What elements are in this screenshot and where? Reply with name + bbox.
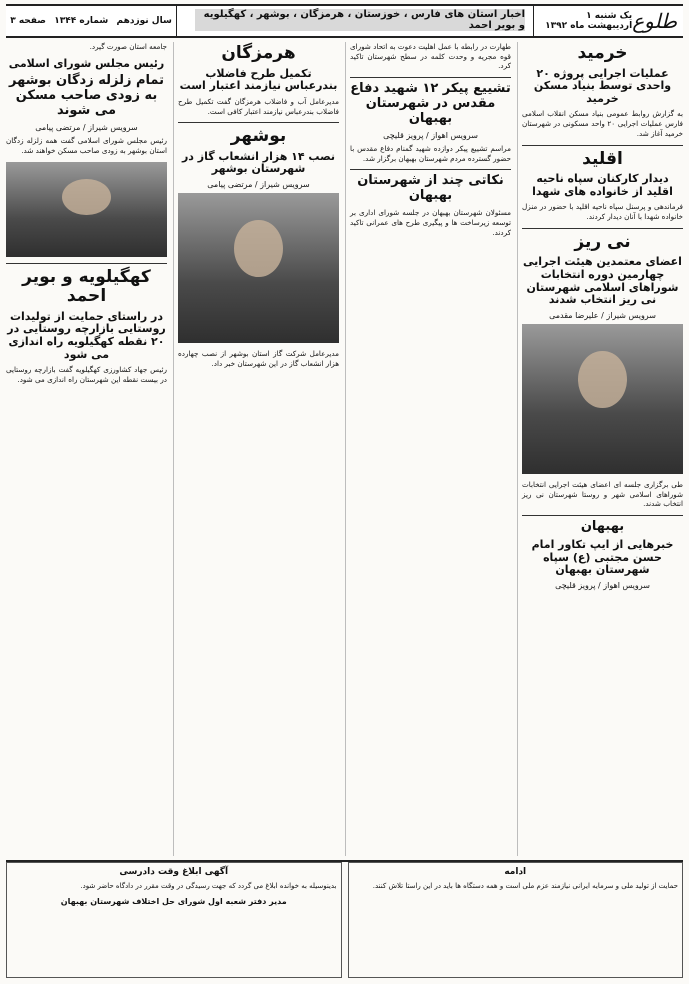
headline-behbahan-label: بهبهان	[580, 519, 625, 535]
notice-signature: مدیر دفتر شعبه اول شورای حل اختلاف شهرستان بهبهان	[60, 896, 287, 906]
headline-behbahan: خبرهایی از ایپ تکاور امام حسن مجتبی (ع) سپاه شهرستان بهبهان	[531, 538, 674, 577]
headline-kohgiluyeh: کهگیلویه و بویر احمد	[22, 266, 151, 307]
headline-earthquake: تمام زلزله زدگان بوشهر به زودی صاحب مسکن می شوند	[9, 73, 164, 119]
issue-number: شماره ۱۳۴۴	[54, 16, 109, 26]
article-body: مدیرعامل آب و فاضلاب هرمزگان گفت تکمیل طرح فاضلاب بندرعباس نیازمند اعتبار کافی است.	[178, 96, 339, 116]
byline: سرویس اهواز / پرویز قلیچی	[383, 130, 478, 140]
divider	[522, 228, 683, 229]
article-body: رئیس جهاد کشاورزی کهگیلویه گفت بازارچه روستایی در بیست نقطه این شهرستان راه اندازی می شود.	[6, 365, 167, 384]
article-body: جامعه استان صورت گیرد.	[89, 42, 167, 51]
article-body: رئیس مجلس شورای اسلامی گفت همه زلزله زدگان استان بوشهر به زودی صاحب مسکن خواهند شد.	[6, 136, 167, 155]
article-body: طهارت در رابطه با عمل اهلیت دعوت به اتحاد شورای قوه مجریه و وحدت کلمه در سطح شهرستان تاکید کرد.	[350, 42, 511, 71]
subheadline-khormid: عملیات اجرایی پروژه ۲۰ واحدی توسط بنیاد مسکن خرمید	[533, 66, 672, 105]
subheadline-eghlid: دیدار کارکنان سپاه ناحیه اقلید از خانواده های شهدا	[532, 172, 673, 198]
article-body: طی برگزاری جلسه ای اعضای هیئت اجرایی انتخابات شوراهای اسلامی شهر و روستا شهرستان نی ریز انتخاب شدند.	[522, 480, 683, 509]
subheadline-neyriz: اعضای معتمدین هیئت اجرایی چهارمین دوره انتخابات شوراهای اسلامی شهرستان نی ریز انتخاب شدند	[523, 255, 682, 307]
portrait-photo	[6, 162, 167, 257]
page-number: صفحه ۳	[10, 16, 46, 26]
headline-bushehr: بوشهر	[230, 126, 287, 147]
page-header	[6, 4, 683, 38]
notice-title: ادامه	[504, 867, 527, 877]
byline: سرویس اهواز / پرویز قلیچی	[555, 581, 650, 591]
subheadline-bushehr: نصب ۱۴ هزار انشعاب گاز در شهرستان بوشهر	[181, 149, 336, 176]
notice-text: بدینوسیله به خوانده ابلاغ می گردد که جهت رسیدگی در وقت مقرر در دادگاه حاضر شود.	[80, 881, 337, 890]
portrait-photo	[522, 324, 683, 474]
notice-text: حمایت از تولید ملی و سرمایه ایرانی نیازمند عزم ملی است و همه دستگاه ها باید در این راستا تلاش کنند.	[372, 881, 678, 890]
subheadline-kohgiluyeh: در راستای حمایت از تولیدات روستایی بازارچه روستایی در ۲۰ نقطه کهگیلویه راه اندازی می شود	[7, 309, 166, 361]
portrait-photo	[178, 193, 339, 343]
issue-year: سال نوزدهم	[116, 16, 172, 26]
footer	[6, 860, 683, 978]
divider	[522, 145, 683, 146]
notice-title: آگهی ابلاغ وقت دادرسی	[119, 867, 229, 877]
notice-box-left	[348, 862, 684, 978]
notice-box-right	[6, 862, 342, 978]
newspaper-logo: طلوع	[632, 9, 677, 33]
byline: سرویس شیراز / مرتضی پیامی	[207, 180, 310, 190]
column-1	[517, 42, 683, 856]
column-3	[173, 42, 339, 856]
column-2	[345, 42, 511, 856]
article-body: به گزارش روابط عمومی بنیاد مسکن انقلاب اسلامی فارس عملیات اجرایی ۲۰ واحد مسکونی در شهرستان خرمید آغاز شد.	[522, 109, 683, 138]
issue-date: یک شنبه ۱ اردیبهشت ماه ۱۳۹۲	[545, 11, 633, 31]
headline-eghlid: اقلید	[582, 148, 623, 169]
masthead	[533, 6, 683, 36]
headline-notes: نکاتی چند از شهرستان بهبهان	[357, 173, 504, 204]
article-body: مدیرعامل شرکت گاز استان بوشهر از نصب چهارده هزار انشعاب گاز در این شهرستان خبر داد.	[178, 349, 339, 368]
article-body: فرماندهی و پرسنل سپاه ناحیه اقلید با حضور در منزل خانواده شهدا با آنان دیدار کردند.	[522, 202, 683, 222]
divider	[522, 515, 683, 516]
kicker: رئیس مجلس شورای اسلامی	[8, 56, 165, 70]
headline-funeral: تشییع پیکر ۱۲ شهید دفاع مقدس در شهرستان بهبهان	[350, 81, 511, 127]
article-columns	[6, 42, 683, 856]
headline-neyriz: نی ریز	[574, 231, 631, 252]
article-body: مراسم تشییع پیکر دوازده شهید گمنام دفاع مقدس با حضور گسترده مردم شهرستان بهبهان برگزار شد.	[350, 143, 511, 163]
divider	[350, 169, 511, 170]
article-body: مسئولان شهرستان بهبهان در جلسه شورای اداری بر توسعه زیرساخت ها و پیگیری طرح های عمرانی تاکید کردند.	[350, 208, 511, 237]
headline-khormid: خرمید	[577, 43, 628, 63]
divider	[178, 122, 339, 123]
byline: سرویس شیراز / مرتضی پیامی	[35, 123, 138, 133]
column-4	[6, 42, 167, 856]
byline: سرویس شیراز / علیرضا مقدمی	[549, 311, 656, 320]
issue-info	[6, 6, 177, 36]
headline-hormozgan: هرمزگان	[221, 43, 296, 63]
divider	[350, 77, 511, 78]
section-title: اخبار استان های فارس ، خوزستان ، هرمزگان ، بوشهر ، کهگیلویه و بویر احمد	[195, 9, 525, 31]
subheadline-hormozgan: تکمیل طرح فاضلاب بندرعباس نیازمند اعتبار است	[179, 66, 338, 93]
divider	[6, 263, 167, 264]
